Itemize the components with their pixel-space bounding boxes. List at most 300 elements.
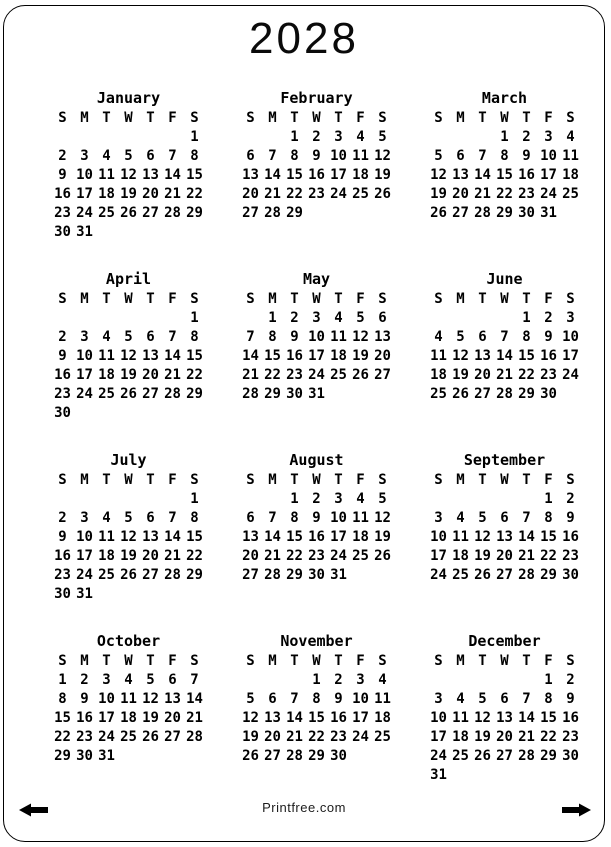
day-cell: 23 — [330, 728, 347, 745]
day-cell: 22 — [186, 366, 203, 383]
day-cell: 5 — [434, 147, 443, 164]
day-cell: 20 — [374, 347, 391, 364]
day-cell: 28 — [496, 385, 513, 402]
day-cell: 9 — [312, 509, 321, 526]
day-cell: 10 — [562, 328, 579, 345]
day-cell: 15 — [186, 166, 203, 183]
day-cell: 20 — [496, 547, 513, 564]
day-cell: 9 — [58, 528, 67, 545]
day-cell: 30 — [54, 585, 71, 602]
empty-day-cell — [262, 670, 284, 689]
week-row — [52, 708, 206, 727]
day-cell: 2 — [312, 490, 321, 507]
weekday-header: W — [124, 290, 133, 307]
day-cell: 22 — [186, 185, 203, 202]
day-cell: 7 — [268, 509, 277, 526]
day-cell: 25 — [452, 747, 469, 764]
day-cell: 16 — [54, 366, 71, 383]
week-row — [428, 165, 582, 184]
empty-day-cell — [560, 384, 582, 403]
weekday-header: T — [478, 471, 487, 488]
weekday-row — [428, 651, 582, 670]
day-cell: 21 — [264, 547, 281, 564]
day-cell: 29 — [540, 566, 557, 583]
empty-day-cell — [560, 203, 582, 222]
day-cell: 14 — [186, 690, 203, 707]
month-april — [48, 270, 209, 451]
day-cell: 13 — [242, 528, 259, 545]
day-cell: 10 — [352, 690, 369, 707]
day-cell: 29 — [518, 385, 535, 402]
weekday-header: T — [146, 109, 155, 126]
day-cell: 14 — [496, 347, 513, 364]
day-cell: 19 — [120, 547, 137, 564]
week-row — [428, 565, 582, 584]
week-row — [52, 689, 206, 708]
day-cell: 4 — [456, 509, 465, 526]
day-cell: 29 — [286, 204, 303, 221]
day-cell: 23 — [562, 547, 579, 564]
day-cell: 22 — [308, 728, 325, 745]
day-cell: 12 — [242, 709, 259, 726]
day-cell: 18 — [452, 547, 469, 564]
weekday-header: T — [334, 290, 343, 307]
weekday-header: W — [312, 652, 321, 669]
day-cell: 12 — [374, 509, 391, 526]
month-title: February — [280, 89, 353, 108]
day-cell: 15 — [54, 709, 71, 726]
day-cell: 27 — [474, 385, 491, 402]
day-cell: 3 — [312, 309, 321, 326]
day-cell: 15 — [186, 528, 203, 545]
weekday-header: F — [356, 109, 365, 126]
day-cell: 11 — [120, 690, 137, 707]
day-cell: 3 — [334, 490, 343, 507]
empty-day-cell — [184, 222, 206, 241]
day-cell: 12 — [430, 166, 447, 183]
day-cell: 22 — [540, 728, 557, 745]
empty-day-cell — [328, 203, 350, 222]
day-cell: 2 — [58, 328, 67, 345]
weekday-header: F — [544, 652, 553, 669]
day-cell: 1 — [544, 671, 553, 688]
day-cell: 17 — [308, 347, 325, 364]
day-cell: 10 — [540, 147, 557, 164]
month-title: August — [289, 451, 344, 470]
day-cell: 14 — [518, 528, 535, 545]
day-cell: 18 — [330, 347, 347, 364]
day-cell: 10 — [430, 528, 447, 545]
day-cell: 17 — [98, 709, 115, 726]
day-cell: 20 — [264, 728, 281, 745]
day-cell: 14 — [242, 347, 259, 364]
day-cell: 29 — [308, 747, 325, 764]
empty-day-cell — [162, 403, 184, 422]
day-cell: 8 — [190, 328, 199, 345]
empty-day-cell — [372, 203, 394, 222]
week-row — [428, 184, 582, 203]
empty-day-cell — [96, 403, 118, 422]
empty-day-cell — [450, 489, 472, 508]
day-cell: 2 — [334, 671, 343, 688]
day-cell: 26 — [374, 547, 391, 564]
day-cell: 30 — [76, 747, 93, 764]
day-cell: 21 — [518, 728, 535, 745]
weekday-header: S — [190, 290, 199, 307]
week-row — [52, 308, 206, 327]
month-november — [236, 632, 397, 813]
day-cell: 8 — [544, 509, 553, 526]
weekday-header: S — [246, 471, 255, 488]
day-cell: 17 — [76, 547, 93, 564]
weekday-row — [240, 470, 394, 489]
day-cell: 11 — [98, 166, 115, 183]
empty-day-cell — [560, 765, 582, 784]
empty-day-cell — [118, 127, 140, 146]
week-row — [240, 689, 394, 708]
day-cell: 27 — [164, 728, 181, 745]
day-cell: 12 — [120, 166, 137, 183]
weekday-header: T — [290, 471, 299, 488]
day-cell: 23 — [562, 728, 579, 745]
day-cell: 16 — [308, 166, 325, 183]
weekday-header: M — [456, 652, 465, 669]
empty-day-cell — [52, 127, 74, 146]
week-row — [428, 346, 582, 365]
day-cell: 1 — [58, 671, 67, 688]
day-cell: 20 — [164, 709, 181, 726]
day-cell: 4 — [456, 690, 465, 707]
weekday-header: S — [246, 109, 255, 126]
week-row — [52, 127, 206, 146]
day-cell: 21 — [186, 709, 203, 726]
empty-day-cell — [74, 127, 96, 146]
weekday-header: T — [146, 471, 155, 488]
empty-day-cell — [284, 670, 306, 689]
week-row — [52, 565, 206, 584]
month-september — [424, 451, 585, 632]
weekday-header: S — [434, 109, 443, 126]
day-cell: 22 — [286, 185, 303, 202]
week-row — [428, 489, 582, 508]
weekday-header: T — [334, 109, 343, 126]
day-cell: 17 — [430, 547, 447, 564]
day-cell: 24 — [76, 385, 93, 402]
day-cell: 20 — [142, 185, 159, 202]
day-cell: 24 — [430, 747, 447, 764]
day-cell: 1 — [190, 490, 199, 507]
empty-day-cell — [162, 127, 184, 146]
day-cell: 17 — [76, 185, 93, 202]
day-cell: 28 — [164, 566, 181, 583]
weekday-header: T — [102, 290, 111, 307]
weekday-header: W — [312, 290, 321, 307]
day-cell: 31 — [76, 585, 93, 602]
day-cell: 17 — [76, 366, 93, 383]
day-cell: 12 — [120, 347, 137, 364]
day-cell: 25 — [430, 385, 447, 402]
empty-day-cell — [372, 384, 394, 403]
weekday-header: S — [566, 290, 575, 307]
month-table — [240, 108, 394, 222]
day-cell: 10 — [98, 690, 115, 707]
day-cell: 13 — [374, 328, 391, 345]
day-cell: 10 — [76, 166, 93, 183]
day-cell: 26 — [142, 728, 159, 745]
day-cell: 30 — [286, 385, 303, 402]
weekday-header: T — [146, 290, 155, 307]
week-row — [240, 165, 394, 184]
month-table — [240, 651, 394, 765]
month-table — [240, 289, 394, 403]
day-cell: 16 — [54, 547, 71, 564]
day-cell: 4 — [102, 509, 111, 526]
day-cell: 18 — [374, 709, 391, 726]
day-cell: 15 — [540, 528, 557, 545]
day-cell: 13 — [496, 528, 513, 545]
day-cell: 13 — [452, 166, 469, 183]
day-cell: 14 — [164, 347, 181, 364]
empty-day-cell — [162, 746, 184, 765]
day-cell: 21 — [286, 728, 303, 745]
day-cell: 1 — [190, 309, 199, 326]
week-row — [428, 365, 582, 384]
week-row — [240, 746, 394, 765]
week-row — [52, 346, 206, 365]
day-cell: 26 — [374, 185, 391, 202]
empty-day-cell — [74, 308, 96, 327]
empty-day-cell — [428, 127, 450, 146]
day-cell: 12 — [120, 528, 137, 545]
weekday-header: M — [268, 290, 277, 307]
day-cell: 9 — [544, 328, 553, 345]
day-cell: 22 — [540, 547, 557, 564]
month-may — [236, 270, 397, 451]
day-cell: 31 — [98, 747, 115, 764]
month-title: December — [468, 632, 541, 651]
day-cell: 25 — [330, 366, 347, 383]
weekday-header: T — [102, 471, 111, 488]
day-cell: 28 — [518, 747, 535, 764]
empty-day-cell — [494, 308, 516, 327]
day-cell: 6 — [478, 328, 487, 345]
weekday-header: W — [500, 290, 509, 307]
day-cell: 16 — [562, 528, 579, 545]
day-cell: 30 — [54, 223, 71, 240]
weekday-header: S — [378, 290, 387, 307]
day-cell: 30 — [54, 404, 71, 421]
empty-day-cell — [472, 489, 494, 508]
day-cell: 29 — [264, 385, 281, 402]
empty-day-cell — [372, 746, 394, 765]
day-cell: 29 — [496, 204, 513, 221]
weekday-header: T — [290, 652, 299, 669]
month-title: November — [280, 632, 353, 651]
month-title: March — [481, 89, 528, 108]
empty-day-cell — [472, 670, 494, 689]
empty-day-cell — [96, 584, 118, 603]
weekday-header: S — [566, 652, 575, 669]
day-cell: 1 — [290, 128, 299, 145]
week-row — [240, 203, 394, 222]
weekday-header: S — [190, 471, 199, 488]
day-cell: 24 — [76, 204, 93, 221]
empty-day-cell — [428, 489, 450, 508]
month-title: May — [302, 270, 331, 289]
day-cell: 2 — [58, 147, 67, 164]
weekday-header: W — [500, 109, 509, 126]
week-row — [240, 708, 394, 727]
month-table — [428, 651, 582, 784]
day-cell: 28 — [474, 204, 491, 221]
week-row — [428, 708, 582, 727]
day-cell: 21 — [164, 366, 181, 383]
empty-day-cell — [140, 403, 162, 422]
day-cell: 29 — [286, 566, 303, 583]
day-cell: 25 — [98, 385, 115, 402]
empty-day-cell — [450, 308, 472, 327]
day-cell: 6 — [146, 509, 155, 526]
day-cell: 17 — [330, 528, 347, 545]
day-cell: 16 — [540, 347, 557, 364]
day-cell: 3 — [434, 509, 443, 526]
day-cell: 21 — [264, 185, 281, 202]
weekday-header: W — [124, 109, 133, 126]
month-table — [52, 108, 206, 241]
day-cell: 20 — [474, 366, 491, 383]
empty-day-cell — [118, 584, 140, 603]
week-row — [240, 546, 394, 565]
empty-day-cell — [52, 308, 74, 327]
day-cell: 7 — [522, 690, 531, 707]
weekday-header: M — [456, 290, 465, 307]
weekday-row — [240, 289, 394, 308]
weekday-header: W — [312, 109, 321, 126]
weekday-header: F — [356, 471, 365, 488]
weekday-header: S — [58, 652, 67, 669]
weekday-header: T — [102, 109, 111, 126]
day-cell: 31 — [330, 566, 347, 583]
day-cell: 14 — [164, 528, 181, 545]
day-cell: 24 — [308, 366, 325, 383]
day-cell: 6 — [456, 147, 465, 164]
day-cell: 8 — [312, 690, 321, 707]
day-cell: 4 — [378, 671, 387, 688]
day-cell: 6 — [268, 690, 277, 707]
day-cell: 15 — [496, 166, 513, 183]
empty-day-cell — [140, 746, 162, 765]
day-cell: 3 — [544, 128, 553, 145]
day-cell: 26 — [120, 566, 137, 583]
weekday-header: T — [522, 652, 531, 669]
day-cell: 19 — [242, 728, 259, 745]
day-cell: 3 — [80, 147, 89, 164]
day-cell: 5 — [356, 309, 365, 326]
day-cell: 28 — [186, 728, 203, 745]
day-cell: 31 — [76, 223, 93, 240]
day-cell: 4 — [566, 128, 575, 145]
day-cell: 6 — [246, 509, 255, 526]
empty-day-cell — [494, 765, 516, 784]
weekday-header: F — [544, 290, 553, 307]
weekday-header: S — [566, 109, 575, 126]
weekday-header: W — [312, 471, 321, 488]
week-row — [240, 508, 394, 527]
week-row — [52, 327, 206, 346]
empty-day-cell — [140, 308, 162, 327]
day-cell: 22 — [186, 547, 203, 564]
day-cell: 7 — [522, 509, 531, 526]
month-title: October — [96, 632, 161, 651]
weekday-header: S — [566, 471, 575, 488]
empty-day-cell — [516, 765, 538, 784]
week-row — [240, 327, 394, 346]
weekday-header: S — [246, 652, 255, 669]
day-cell: 13 — [142, 166, 159, 183]
next-year-arrow-icon[interactable] — [562, 803, 591, 817]
day-cell: 1 — [312, 671, 321, 688]
weekday-header: W — [500, 652, 509, 669]
empty-day-cell — [140, 489, 162, 508]
empty-day-cell — [96, 127, 118, 146]
empty-day-cell — [516, 670, 538, 689]
day-cell: 10 — [330, 147, 347, 164]
empty-day-cell — [118, 308, 140, 327]
month-december — [424, 632, 585, 813]
day-cell: 9 — [334, 690, 343, 707]
day-cell: 11 — [98, 347, 115, 364]
weekday-header: M — [80, 652, 89, 669]
weekday-row — [52, 470, 206, 489]
weekday-row — [428, 289, 582, 308]
day-cell: 7 — [268, 147, 277, 164]
day-cell: 9 — [58, 166, 67, 183]
day-cell: 21 — [496, 366, 513, 383]
day-cell: 8 — [268, 328, 277, 345]
day-cell: 25 — [98, 566, 115, 583]
day-cell: 2 — [290, 309, 299, 326]
day-cell: 16 — [76, 709, 93, 726]
weekday-header: F — [544, 109, 553, 126]
day-cell: 30 — [562, 566, 579, 583]
day-cell: 9 — [290, 328, 299, 345]
day-cell: 17 — [562, 347, 579, 364]
day-cell: 12 — [142, 690, 159, 707]
day-cell: 22 — [496, 185, 513, 202]
week-row — [240, 365, 394, 384]
day-cell: 23 — [308, 547, 325, 564]
empty-day-cell — [494, 489, 516, 508]
week-row — [52, 222, 206, 241]
empty-day-cell — [306, 203, 328, 222]
day-cell: 6 — [500, 690, 509, 707]
day-cell: 7 — [500, 328, 509, 345]
day-cell: 22 — [518, 366, 535, 383]
day-cell: 7 — [168, 328, 177, 345]
month-table — [52, 651, 206, 765]
day-cell: 29 — [186, 204, 203, 221]
day-cell: 7 — [168, 147, 177, 164]
empty-day-cell — [96, 308, 118, 327]
empty-day-cell — [162, 308, 184, 327]
day-cell: 20 — [242, 185, 259, 202]
day-cell: 26 — [474, 566, 491, 583]
empty-day-cell — [240, 670, 262, 689]
day-cell: 20 — [242, 547, 259, 564]
day-cell: 21 — [474, 185, 491, 202]
day-cell: 15 — [286, 528, 303, 545]
day-cell: 28 — [286, 747, 303, 764]
